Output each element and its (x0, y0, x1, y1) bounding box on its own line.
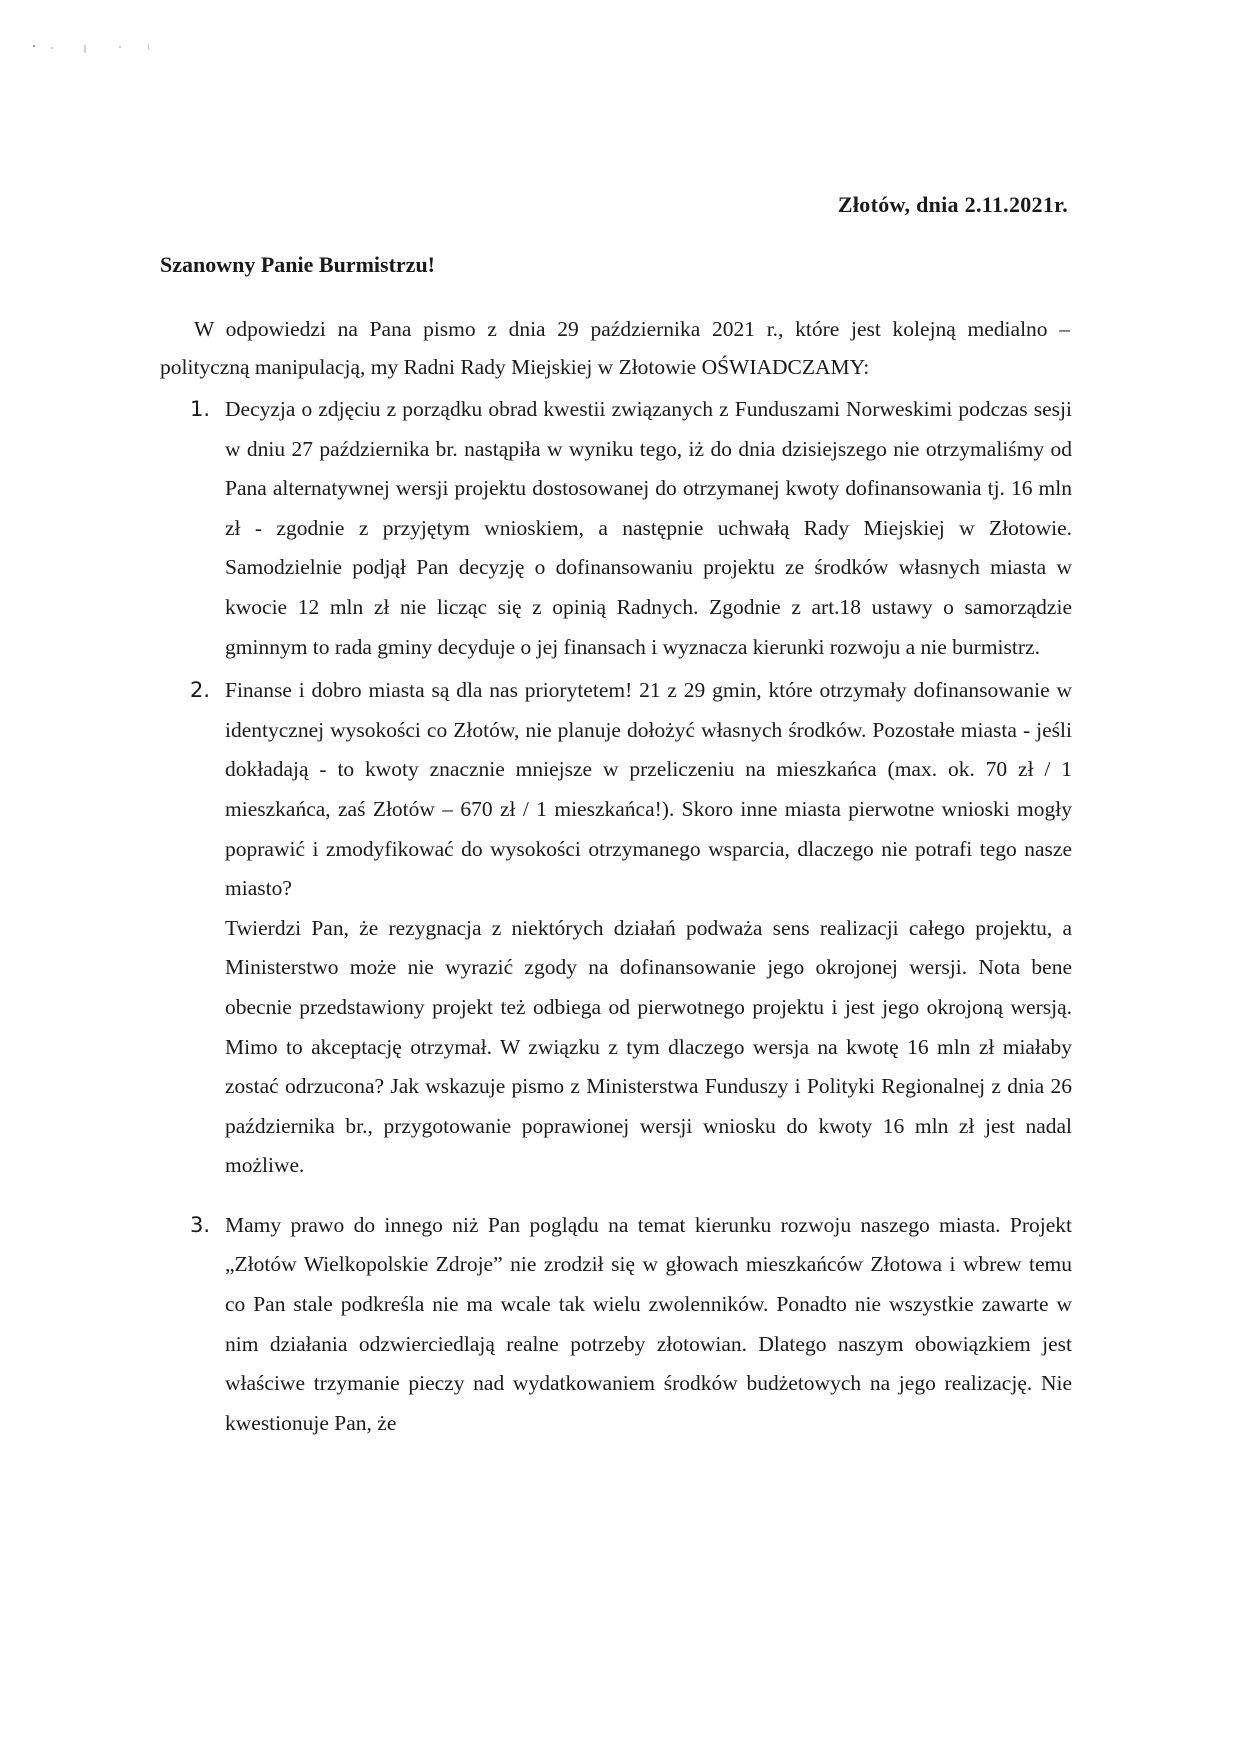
point-2 (160, 671, 1072, 1186)
salutation: Szanowny Panie Burmistrzu! (160, 252, 435, 277)
numbered-points (160, 390, 1072, 1443)
place-and-date: Złotów, dnia 2.11.2021r. (837, 192, 1068, 217)
point-paragraph: Decyzja o zdjęciu z porządku obrad kwestii związanych z Funduszami Norweskimi podczas sesji w dniu 27 października br. nastąpiła w wyniku tego, iż do dnia dzisiejszego nie otrzymaliśmy od Pana alternatywnej wersji projektu dostosowanej do otrzymanej kwoty dofinansowania tj. 16 mln zł - zgodnie z przyjętym wnioskiem, a następnie uchwałą Rady Miejskiej w Złotowie. Samodzielnie podjął Pan decyzję o dofinansowaniu projektu ze środków własnych miasta w kwocie 12 mln zł nie licząc się z opinią Radnych. Zgodnie z art.18 ustawy o samorządzie gminnym to rada gminy decyduje o jej finansach i wyznacza kierunki rozwoju a nie burmistrz. (225, 397, 1072, 659)
intro-paragraph: W odpowiedzi na Pana pismo z dnia 29 października 2021 r., które jest kolejną medialno – polityczną manipulacją, my Radni Rady Miejskiej w Złotowie OŚWIADCZAMY: (160, 317, 1070, 379)
point-number: 1. (190, 397, 211, 421)
point-paragraph: Finanse i dobro miasta są dla nas priorytetem! 21 z 29 gmin, które otrzymały dofinansowanie w identycznej wysokości co Złotów, nie planuje dołożyć własnych środków. Pozostałe miasta - jeśli dokładają - to kwoty znacznie mniejsze w przeliczeniu na mieszkańca (max. ok. 70 zł / 1 mieszkańca, zaś Złotów – 670 zł / 1 mieszkańca!). Skoro inne miasta pierwotne wnioski mogły poprawić i zmodyfikować do wysokości otrzymanego wsparcia, dlaczego nie potrafi tego nasze miasto? (225, 678, 1072, 901)
point-1 (160, 390, 1072, 667)
point-paragraph: Twierdzi Pan, że rezygnacja z niektórych działań podważa sens realizacji całego projektu, a Ministerstwo może nie wyrazić zgody na dofinansowanie jego okrojonej wersji. Nota bene obecnie przedstawiony projekt też odbiega od pierwotnego projektu i jest jego okrojoną wersją. Mimo to akceptację otrzymał. W związku z tym dlaczego wersja na kwotę 16 mln zł miałaby zostać odrzucona? Jak wskazuje pismo z Ministerstwa Funduszy i Polityki Regionalnej z dnia 26 października br., przygotowanie poprawionej wersji wniosku do kwoty 16 mln zł jest nadal możliwe. (225, 915, 1072, 1178)
point-paragraph: Mamy prawo do innego niż Pan poglądu na temat kierunku rozwoju naszego miasta. Projekt „Złotów Wielkopolskie Zdroje” nie zrodził się w głowach mieszkańców Złotowa i wbrew temu co Pan stale podkreśla nie ma wcale tak wielu zwolenników. Ponadto nie wszystkie zawarte w nim działania odzwierciedlają realne potrzeby złotowian. Dlatego naszym obowiązkiem jest właściwe trzymanie pieczy nad wydatkowaniem środków budżetowych na jego realizację. Nie kwestionuje Pan, że (225, 1212, 1072, 1435)
point-3 (160, 1206, 1072, 1444)
point-number: 2. (190, 678, 211, 703)
point-number: 3. (190, 1212, 211, 1237)
scan-specks (30, 40, 170, 60)
